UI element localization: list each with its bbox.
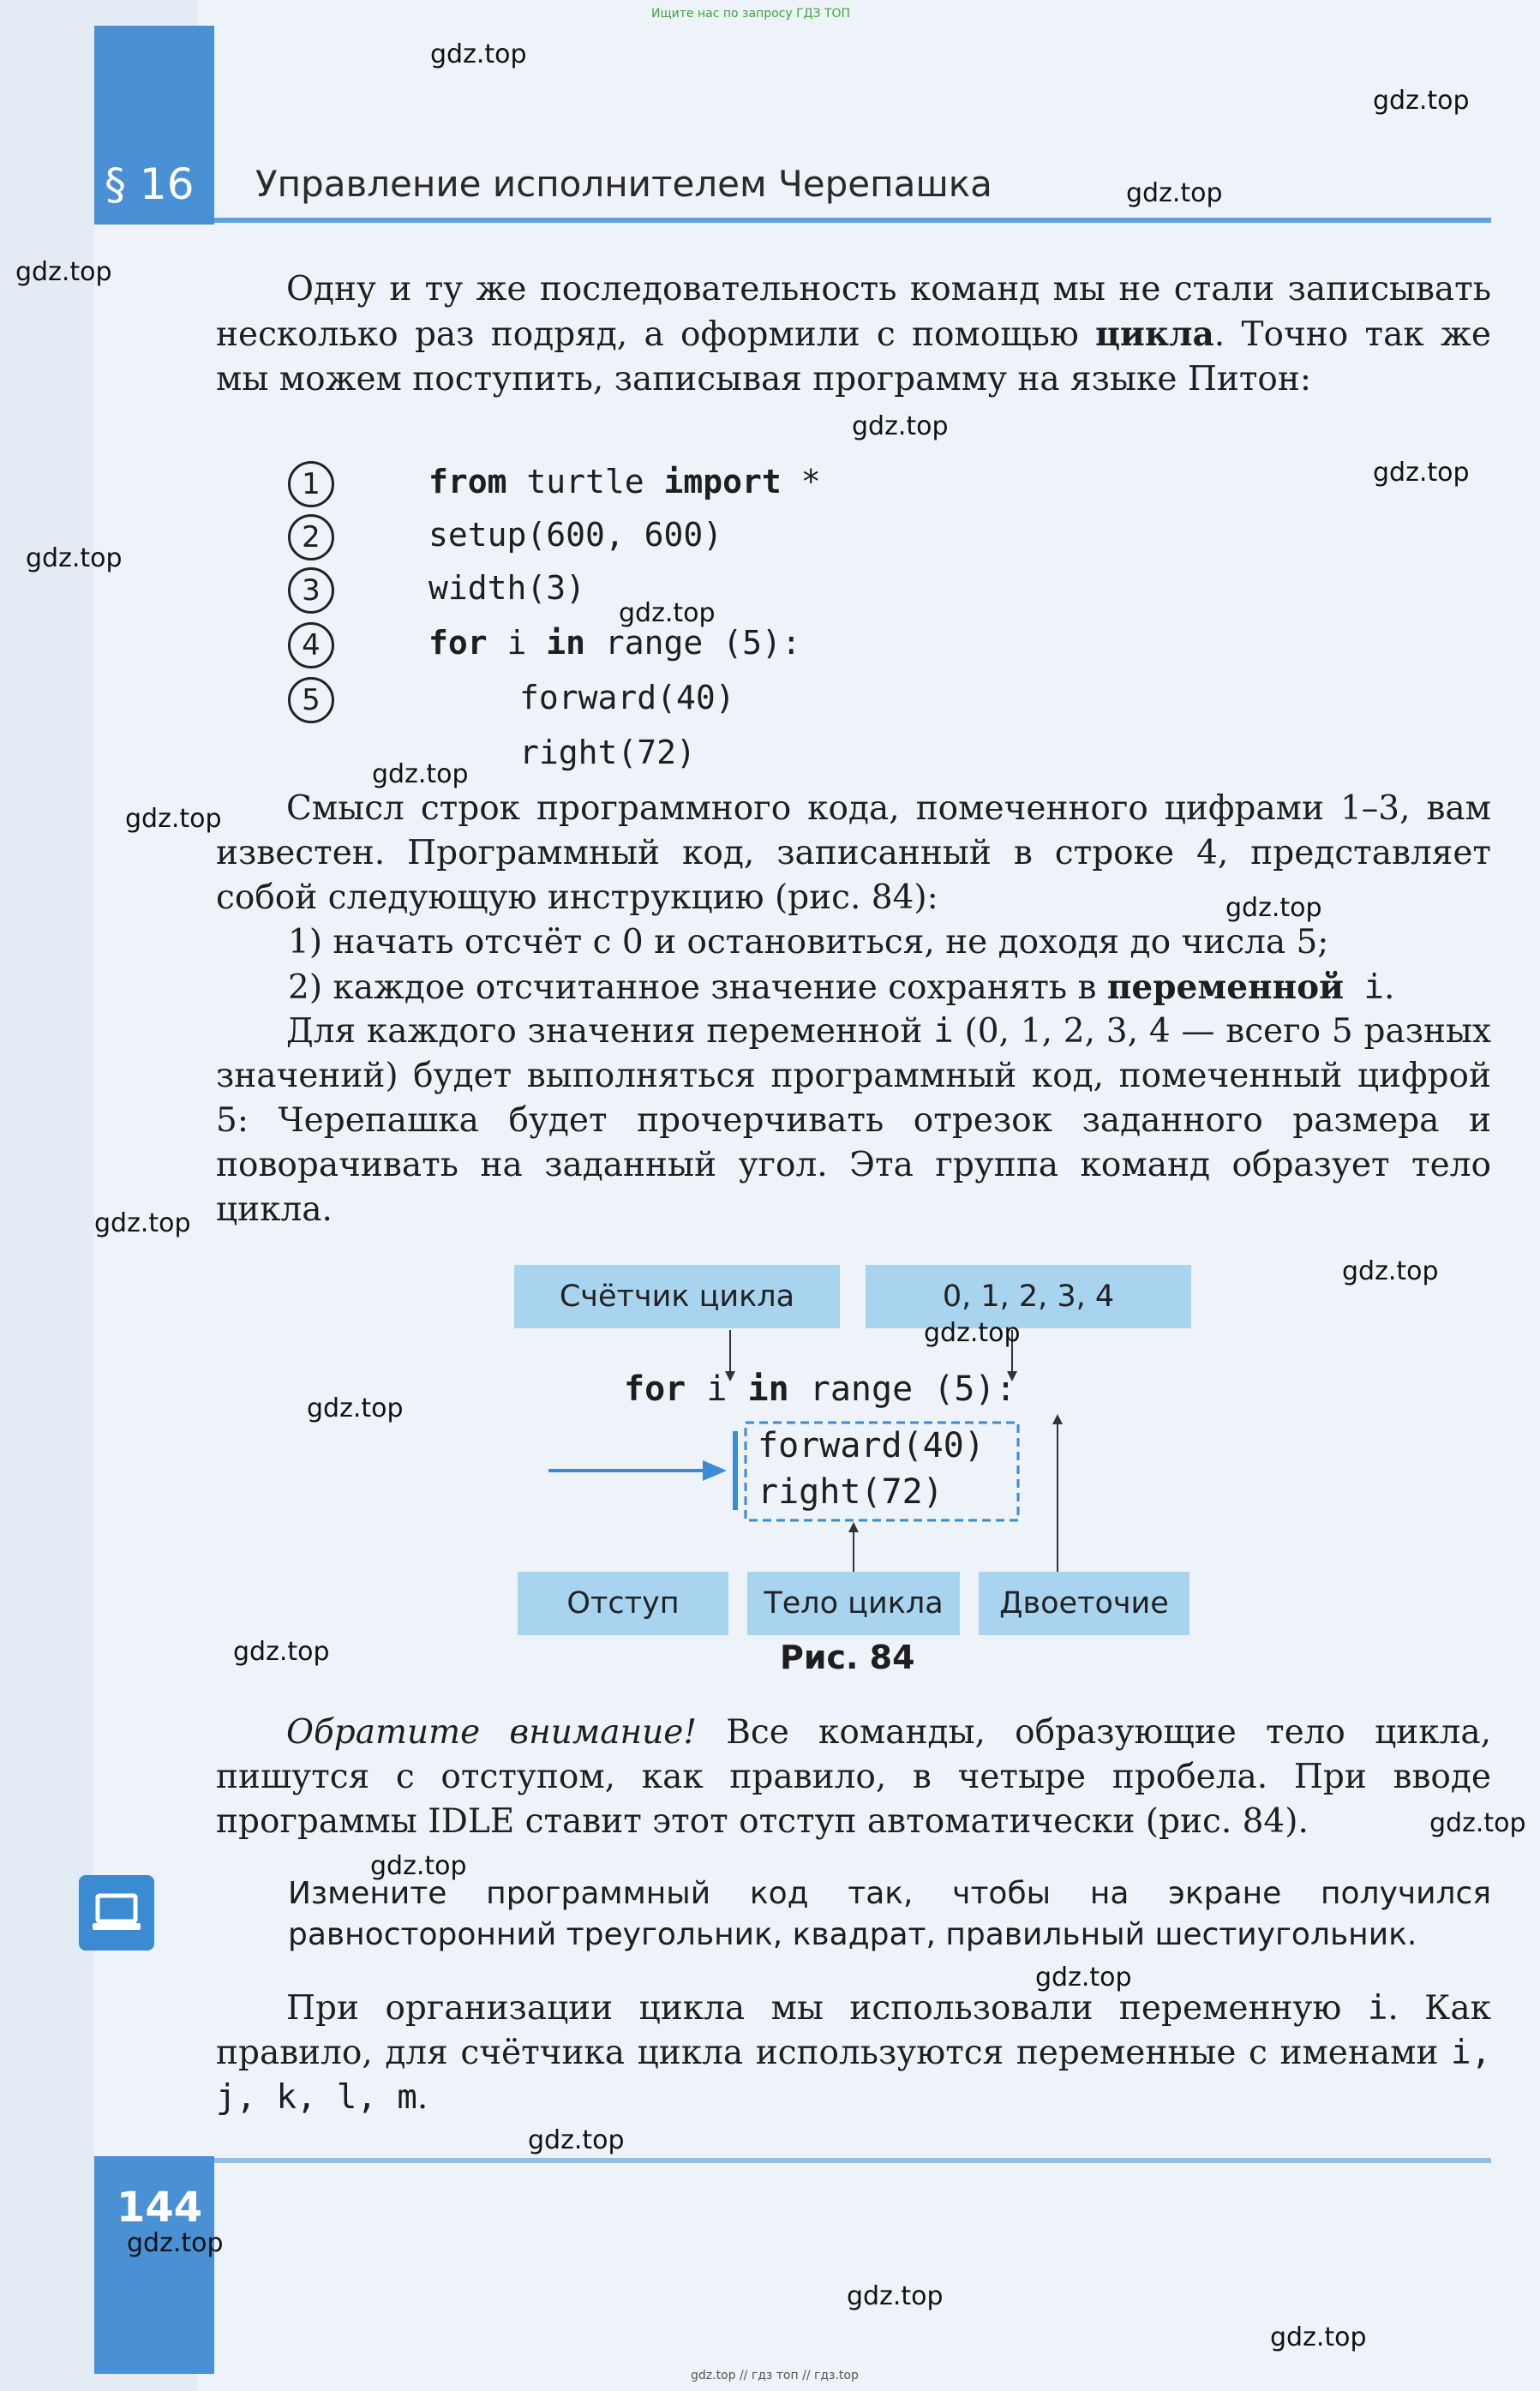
- top-note: Ищите нас по запросу ГДЗ ТОП: [651, 7, 851, 21]
- figure-body-line-2: right(72): [758, 1472, 944, 1512]
- watermark: gdz.top: [924, 1318, 1021, 1348]
- code-l6: right(72): [519, 734, 696, 771]
- watermark: gdz.top: [1126, 178, 1223, 208]
- code-l4-mid: i: [487, 624, 547, 662]
- label-counter-values: 0, 1, 2, 3, 4: [866, 1265, 1191, 1328]
- label-loop-counter: Счётчик цикла: [514, 1265, 840, 1328]
- bottom-note: gdz.top // гдз топ // гдз.top: [691, 2369, 859, 2382]
- page-title: Управление исполнителем Черепашка: [255, 163, 992, 205]
- kw-from: from: [428, 463, 507, 500]
- note-italic: Обратите внимание!: [286, 1713, 698, 1752]
- code-l4-end: range (5):: [585, 624, 801, 662]
- fig-code-end: range (5):: [788, 1369, 1016, 1409]
- final-text-b: . Как правило, для счётчика цикла используются переменные с именами: [216, 1989, 1491, 2072]
- watermark: gdz.top: [127, 2228, 224, 2258]
- figure-caption: Рис. 84: [780, 1639, 915, 1676]
- watermark: gdz.top: [1035, 1963, 1132, 1992]
- section-number: § 16: [105, 159, 195, 209]
- code-l2: setup(600, 600): [428, 516, 723, 554]
- note-paragraph: [216, 1711, 1491, 1844]
- intro-text-2: . Точно так же мы можем поступить, записывая программу на языке Питон:: [216, 315, 1492, 398]
- watermark: gdz.top: [125, 804, 222, 834]
- fig-code-mid: i: [686, 1369, 748, 1409]
- watermark: gdz.top: [26, 543, 123, 573]
- watermark: gdz.top: [1373, 458, 1470, 488]
- label-indent: Отступ: [518, 1572, 728, 1635]
- final-text-a: При организации цикла мы использовали переменную: [286, 1989, 1368, 2028]
- item2-end: .: [1384, 968, 1395, 1007]
- watermark: gdz.top: [430, 39, 527, 69]
- watermark: gdz.top: [233, 1637, 330, 1667]
- line-number-3: 3: [288, 567, 334, 614]
- watermark: gdz.top: [94, 1208, 191, 1238]
- p2-var: i: [933, 1012, 954, 1051]
- watermark: gdz.top: [619, 598, 716, 628]
- figure-body-line-1: forward(40): [758, 1426, 985, 1465]
- final-end: .: [416, 2078, 428, 2117]
- watermark: gdz.top: [1429, 1808, 1526, 1838]
- item2-bold: переменной: [1106, 968, 1345, 1007]
- note-text: Все команды, образующие тело цикла, пишутся с отступом, как правило, в четыре пробела. При вводе программы IDLE ставит этот отступ автоматически (рис. 84).: [216, 1713, 1491, 1841]
- code-l3: width(3): [428, 569, 586, 607]
- explain-p1: Смысл строк программного кода, помеченного цифрами 1–3, вам известен. Программный код, записанный в строке 4, представляет собой следующую инструкцию (рис. 84):: [216, 789, 1491, 917]
- label-loop-body: Тело цикла: [747, 1572, 960, 1635]
- final-vars: i, j, k, l, m: [216, 2034, 1491, 2117]
- intro-text-1: Одну и ту же последовательность команд мы не стали записывать несколько раз подряд, а оформили с помощью: [216, 270, 1491, 354]
- watermark: gdz.top: [370, 1851, 467, 1881]
- final-paragraph: [216, 1987, 1491, 2120]
- page-number: 144: [117, 2184, 203, 2232]
- kw-for: for: [428, 624, 488, 662]
- p2-text-b: (0, 1, 2, 3, 4 — всего 5 разных значений) будет выполняться программный код, помеченный цифрой 5: Черепашка будет прочерчивать отрезок заданного размера и поворачивать на заданный угол. Эта группа команд образует тело цикла.: [216, 1012, 1491, 1229]
- footer-divider: [214, 2158, 1491, 2163]
- watermark: gdz.top: [1373, 86, 1470, 116]
- p2-text-a: Для каждого значения переменной: [286, 1012, 934, 1051]
- figure-for-line: [624, 1369, 1016, 1409]
- line-number-2: 2: [288, 514, 334, 560]
- code-l1-mid: turtle: [506, 463, 664, 500]
- intro-bold-cycle: цикла: [1095, 315, 1214, 354]
- watermark: gdz.top: [528, 2125, 625, 2155]
- code-l5: forward(40): [519, 679, 735, 716]
- kw-import: import: [663, 463, 782, 500]
- watermark: gdz.top: [15, 257, 112, 287]
- watermark: gdz.top: [847, 2281, 944, 2311]
- watermark: gdz.top: [307, 1393, 404, 1423]
- list-item-1: 1) начать отсчёт с 0 и остановиться, не доходя до числа 5;: [288, 923, 1329, 962]
- line-number-1: 1: [288, 461, 334, 507]
- code-l1-end: *: [781, 463, 821, 500]
- watermark: gdz.top: [852, 411, 949, 441]
- task-text: Измените программный код так, чтобы на экране получился равносторонний треугольник, квадрат, правильный шестиугольник.: [288, 1876, 1491, 1952]
- fig-kw-for: for: [624, 1369, 686, 1409]
- item2-var: i: [1344, 968, 1385, 1007]
- line-number-5: 5: [288, 677, 334, 723]
- computer-task-icon: [79, 1875, 154, 1951]
- watermark: gdz.top: [1342, 1256, 1439, 1286]
- kw-in: in: [546, 624, 586, 662]
- watermark: gdz.top: [1225, 893, 1322, 923]
- line-number-4: 4: [288, 622, 334, 668]
- watermark: gdz.top: [1270, 2322, 1367, 2352]
- fig-kw-in: in: [747, 1369, 789, 1409]
- final-var: i: [1367, 1989, 1388, 2028]
- label-colon: Двоеточие: [979, 1572, 1189, 1635]
- item2-text: 2) каждое отсчитанное значение сохранять в: [288, 968, 1107, 1007]
- watermark: gdz.top: [372, 759, 469, 789]
